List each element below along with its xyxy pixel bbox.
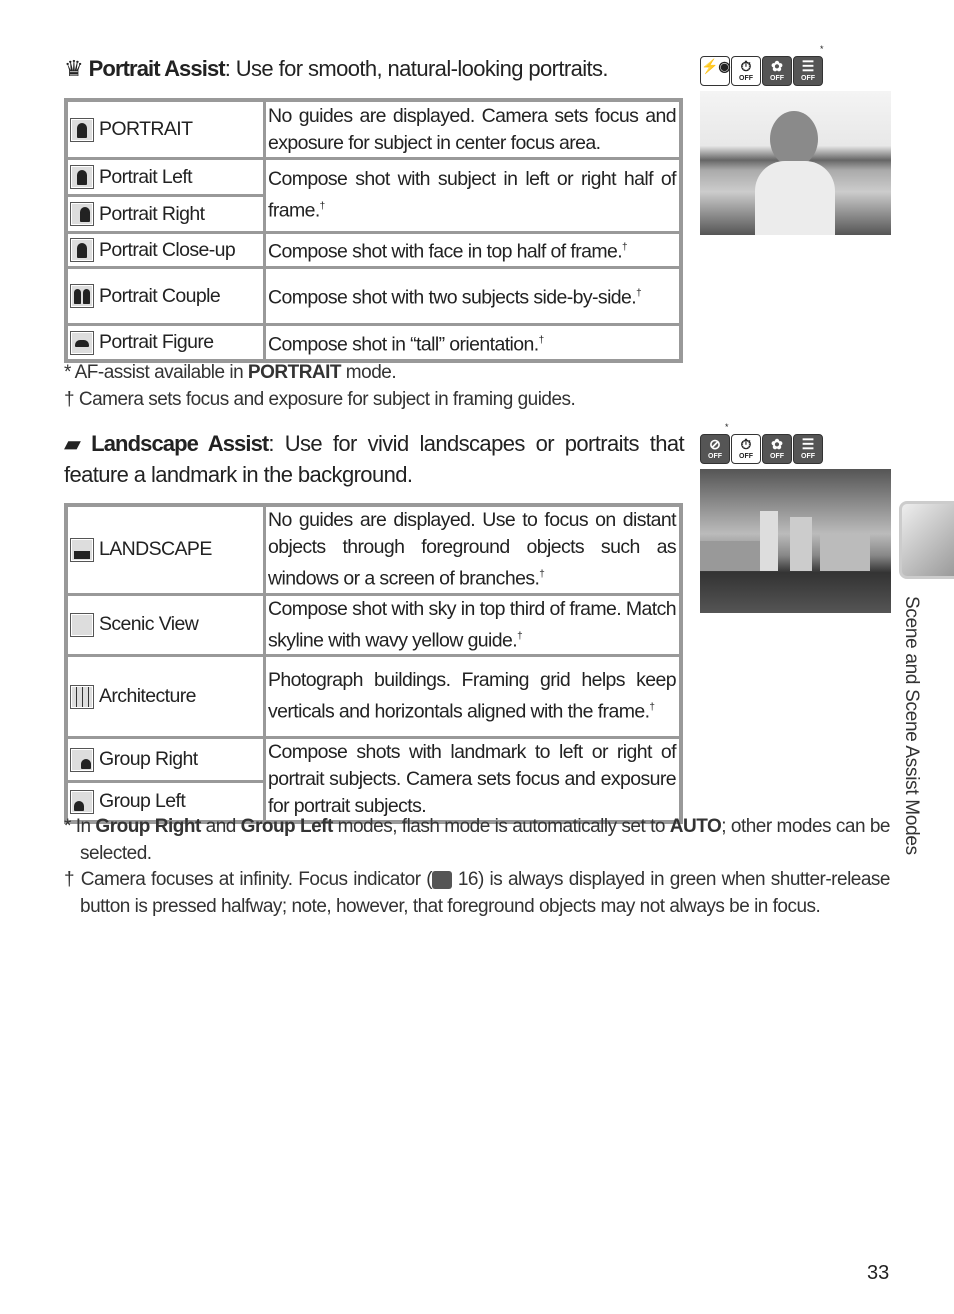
landscape-footnote-flash: * In Group Right and Group Left modes, flash mode is automatically set to AUTO; other modes can be selected. (64, 816, 890, 864)
portrait-right-icon (70, 202, 94, 226)
landscape-icon: ▰ (64, 431, 81, 456)
page-number: 33 (867, 1262, 890, 1284)
table-row: PORTRAIT No guides are displayed. Camera sets focus and exposure for subject in center focus area. (68, 102, 679, 157)
landscape-mode-icon (70, 538, 94, 562)
table-row: Portrait Couple Compose shot with two subjects side-by-side.† (68, 269, 679, 323)
portrait-footnote-af-assist: * AF-assist available in PORTRAIT mode. (64, 362, 397, 383)
table-row: Portrait Right (68, 197, 679, 231)
self-timer-icon: ⏱ OFF (731, 434, 761, 464)
table-row: Architecture Photograph buildings. Framing grid helps keep verticals and horizontals aligned with the frame.† (68, 657, 679, 736)
exposure-icon: ☰ OFF (793, 434, 823, 464)
portrait-modes-table (64, 98, 683, 363)
architecture-icon (70, 685, 94, 709)
macro-icon: ✿ OFF (762, 56, 792, 86)
asterisk: * (725, 422, 729, 432)
portrait-closeup-icon (70, 238, 94, 262)
portrait-left-icon (70, 165, 94, 189)
table-row: LANDSCAPE No guides are displayed. Use to focus on distant objects through foreground objects such as windows or a screen of branches.† (68, 507, 679, 593)
landscape-modes-table (64, 503, 683, 824)
red-eye-flash-icon: ⚡◉ (700, 56, 730, 86)
exposure-icon: ☰ OFF (793, 56, 823, 86)
landscape-footnote-infinity: † Camera focuses at infinity. Focus indicator ( 16) is always displayed in green when shutter-release button is pressed halfway; note, however, that foreground objects may not always be in focus. (64, 869, 890, 917)
scenic-view-icon (70, 613, 94, 637)
table-row: Scenic View Compose shot with sky in top third of frame. Match skyline with wavy yellow guide.† (68, 596, 679, 655)
flash-off-icon: ⊘ OFF (700, 434, 730, 464)
portrait-mode-icon (70, 118, 94, 142)
group-right-icon (70, 748, 94, 772)
chapter-tab (899, 501, 954, 579)
portrait-couple-icon (70, 284, 94, 308)
portrait-icon: ♛ (64, 56, 84, 81)
table-row: Portrait Figure Compose shot in “tall” orientation.† (68, 326, 679, 359)
table-row: Group Left (68, 783, 679, 820)
self-timer-icon: ⏱ OFF (731, 56, 761, 86)
reference-icon (432, 871, 452, 889)
side-tab-label: Scene and Scene Assist Modes (901, 596, 922, 855)
portrait-mode-icons (700, 56, 823, 86)
portrait-footnote-dagger: † Camera sets focus and exposure for subject in framing guides. (64, 389, 576, 410)
landscape-assist-heading: ▰ Landscape Assist: Use for vivid landscapes or portraits that feature a landmark in the background. (64, 431, 684, 487)
landscape-sample-photo (700, 469, 891, 613)
group-left-icon (70, 790, 94, 814)
portrait-figure-icon (70, 331, 94, 355)
macro-icon: ✿ OFF (762, 434, 792, 464)
asterisk: * (820, 44, 824, 54)
portrait-sample-photo (700, 91, 891, 235)
landscape-mode-icons (700, 434, 823, 464)
table-row: Portrait Close-up Compose shot with face in top half of frame.† (68, 234, 679, 266)
portrait-assist-heading: ♛ Portrait Assist: Use for smooth, natural-looking portraits. (64, 56, 608, 81)
table-row: Portrait Left Compose shot with subject in left or right half of frame.† (68, 160, 679, 194)
table-row: Group Right Compose shots with landmark to left or right of portrait subjects. Camera sets focus and exposure for portrait subjects. (68, 739, 679, 780)
